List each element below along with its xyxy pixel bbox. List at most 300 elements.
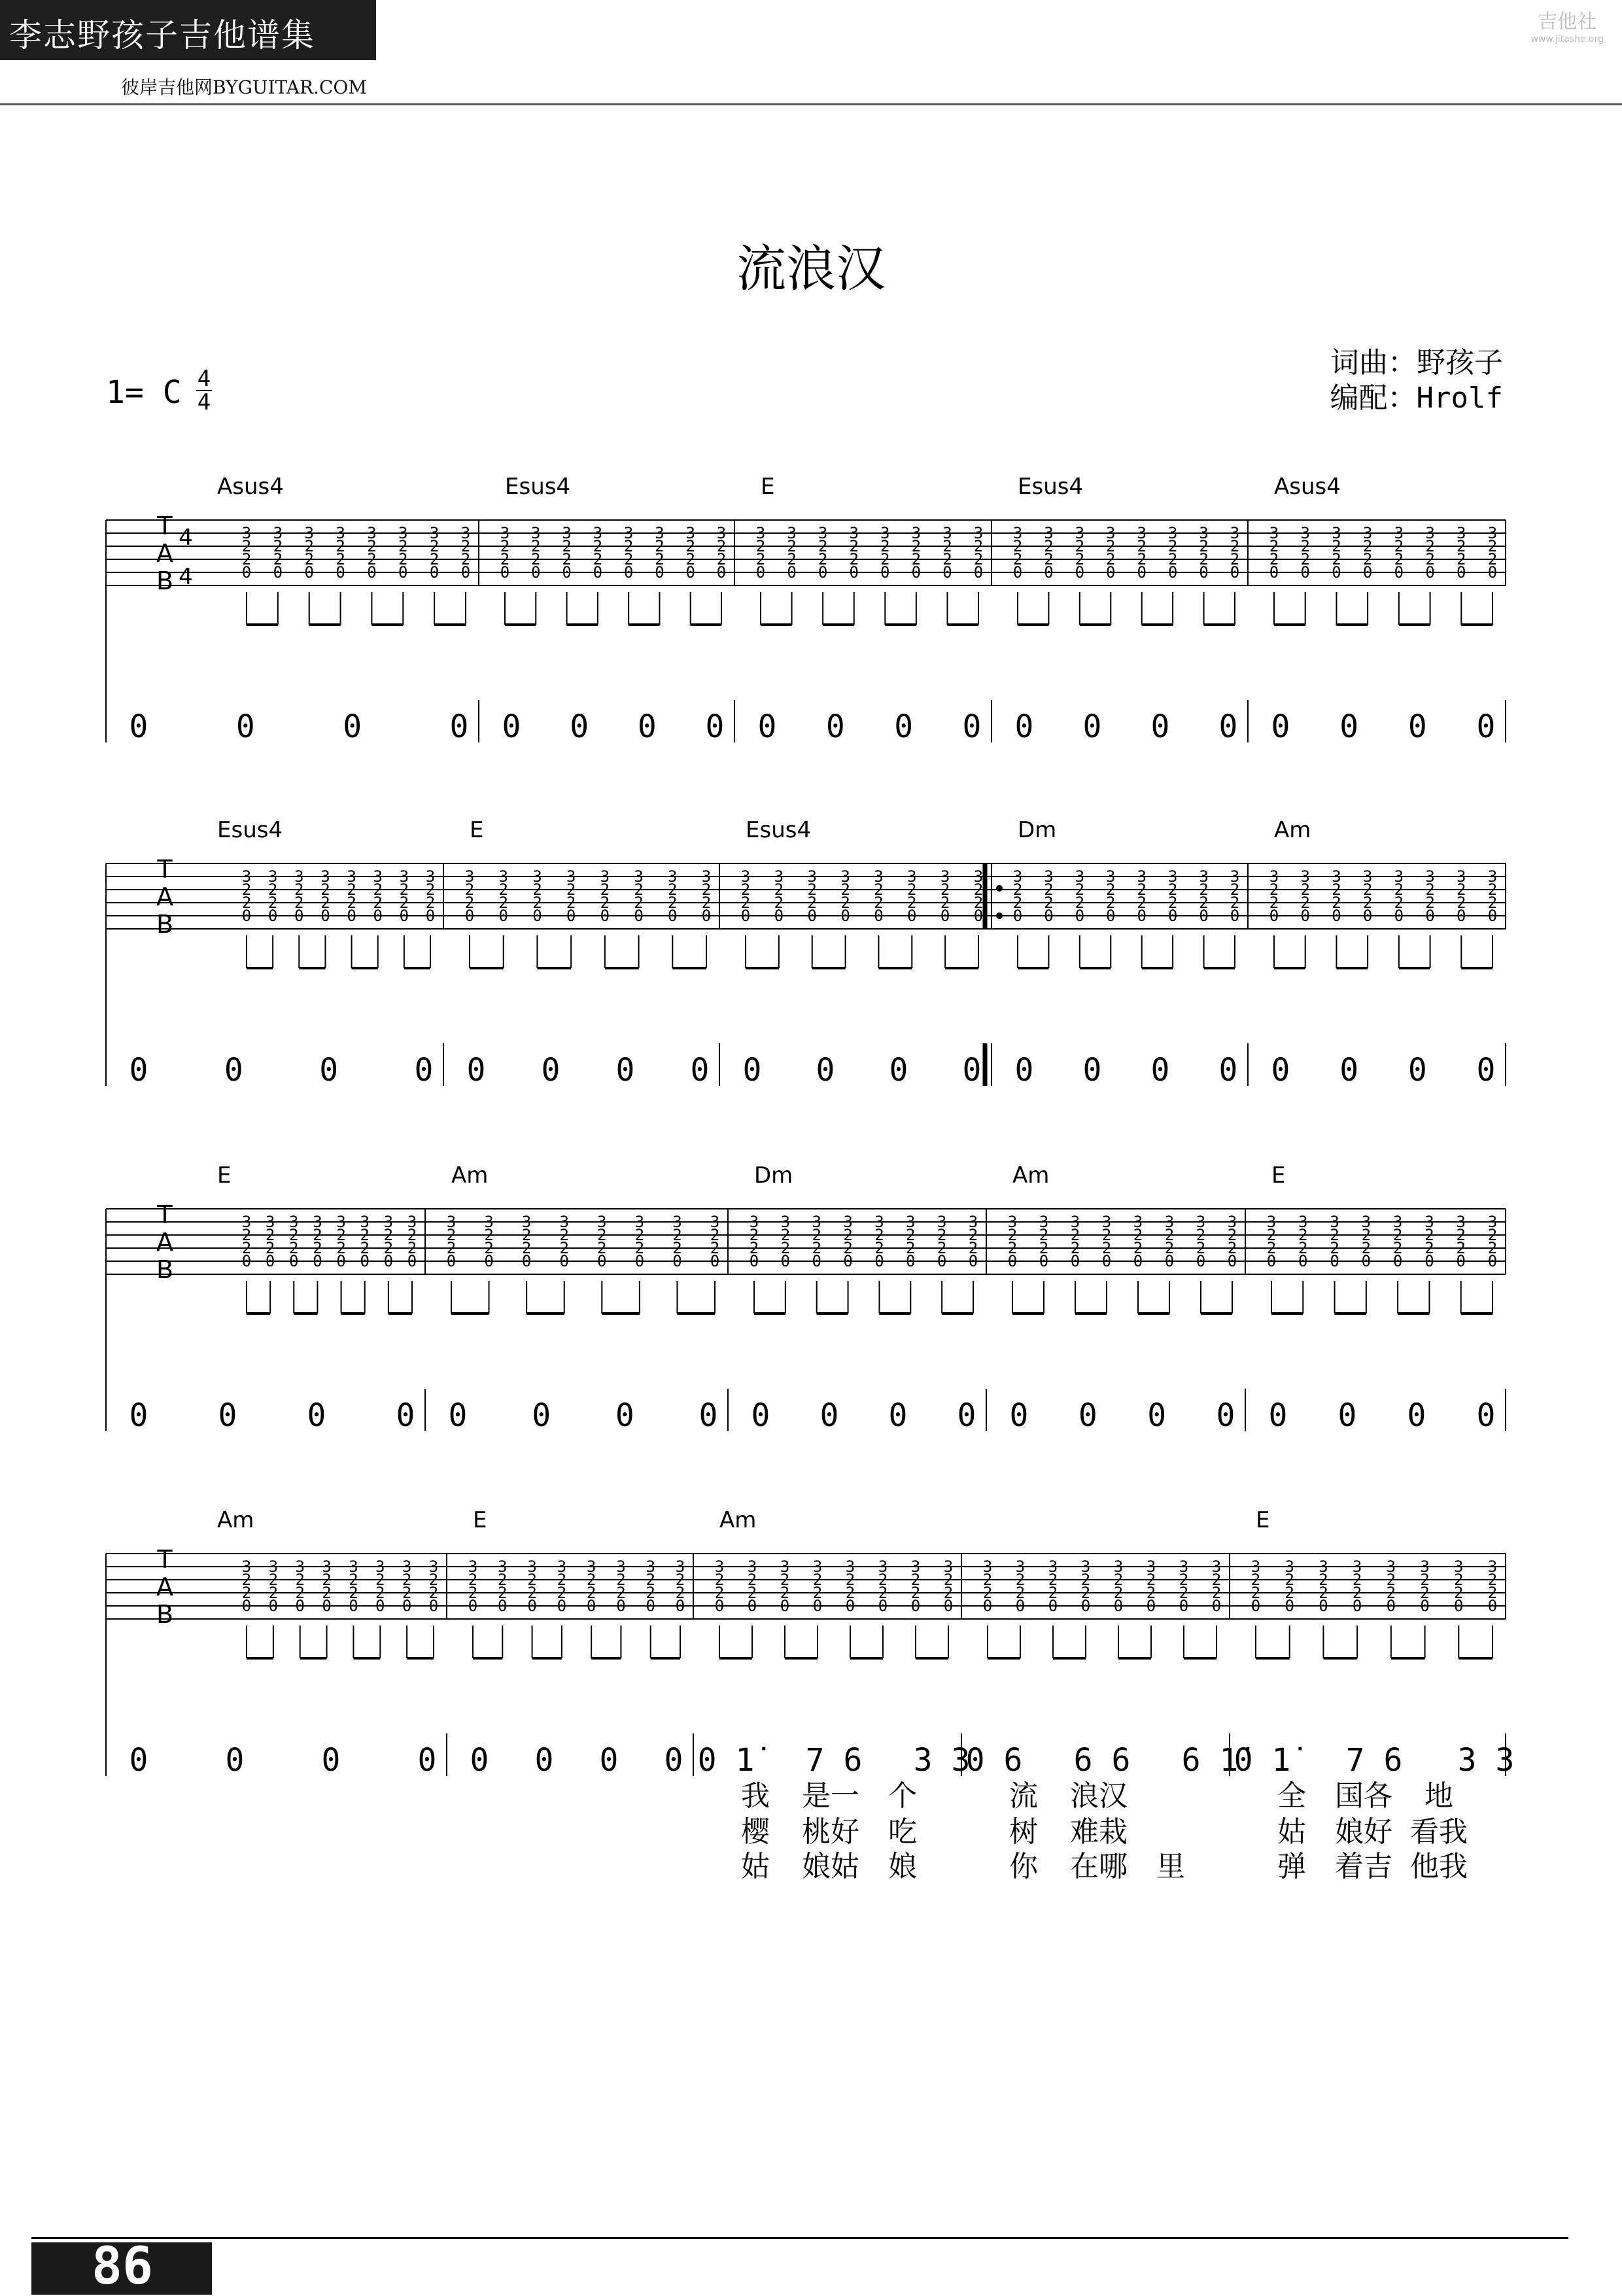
fret-number: 3 <box>1007 1213 1018 1231</box>
jianpu-note: 0 <box>1147 1397 1167 1434</box>
fret-number: 0 <box>982 1597 993 1615</box>
fret-number: 2 <box>1300 880 1310 899</box>
fret-number: 2 <box>982 1571 993 1589</box>
fret-number: 2 <box>1230 880 1240 899</box>
fret-number: 2 <box>982 1584 993 1602</box>
fret-number: 3 <box>843 1213 853 1231</box>
fret-number: 2 <box>267 880 278 899</box>
fret-number: 2 <box>1227 1226 1237 1244</box>
fret-number: 2 <box>1044 537 1054 555</box>
system-2 <box>106 817 1506 1088</box>
fret-number: 2 <box>241 1239 252 1257</box>
fret-number: 3 <box>1298 1213 1308 1231</box>
jianpu-note: 0 <box>1216 1397 1235 1434</box>
fret-number: 2 <box>1012 537 1023 555</box>
fret-number: 2 <box>880 550 890 568</box>
chord-name: Dm <box>754 1162 793 1189</box>
fret-number: 2 <box>593 550 603 568</box>
fret-number: 2 <box>1457 894 1466 912</box>
fret-number: 2 <box>818 550 828 568</box>
fret-number: 0 <box>973 563 984 582</box>
fret-number: 3 <box>1269 867 1279 886</box>
fret-number: 3 <box>787 524 797 542</box>
fret-number: 3 <box>1106 524 1116 542</box>
fret-number: 3 <box>880 524 890 542</box>
fret-number: 3 <box>1137 867 1147 886</box>
fret-number: 3 <box>911 524 922 542</box>
fret-number: 3 <box>468 1557 478 1576</box>
tab-time-bottom: 4 <box>179 564 193 590</box>
fret-number: 2 <box>1330 1226 1339 1244</box>
fret-number: 0 <box>383 1252 394 1270</box>
fret-number: 2 <box>398 550 408 568</box>
fret-number: 0 <box>1298 1252 1308 1270</box>
repeat-dot <box>996 885 1003 892</box>
fret-number: 3 <box>973 867 984 886</box>
fret-number: 3 <box>1075 524 1085 542</box>
fret-number: 0 <box>716 563 727 582</box>
fret-number: 2 <box>1269 880 1279 899</box>
fret-number: 2 <box>1394 550 1404 568</box>
fret-number: 2 <box>849 537 859 555</box>
fret-number: 2 <box>807 894 817 912</box>
fret-number: 0 <box>1146 1597 1156 1615</box>
fret-number: 3 <box>241 1557 252 1576</box>
jianpu-note: 6 1̇ <box>1181 1742 1239 1779</box>
fret-number: 2 <box>1362 537 1373 555</box>
fret-number: 2 <box>557 1571 567 1589</box>
fret-number: 3 <box>634 867 644 886</box>
fret-number: 2 <box>1420 1584 1430 1602</box>
chord-name: E <box>761 474 775 500</box>
fret-number: 2 <box>1230 537 1240 555</box>
fret-number: 0 <box>906 1252 916 1270</box>
tab-label-t: T <box>157 512 173 540</box>
fret-number: 0 <box>468 1597 478 1615</box>
jianpu-note: 0 <box>962 708 982 745</box>
fret-number: 0 <box>940 907 950 925</box>
fret-number: 2 <box>367 537 377 555</box>
fret-number: 0 <box>1113 1597 1124 1615</box>
jianpu-note: 0 <box>820 1397 839 1434</box>
fret-number: 2 <box>937 1239 947 1257</box>
fret-number: 2 <box>1487 1571 1498 1589</box>
fret-number: 2 <box>1362 894 1373 912</box>
jianpu-note: 0 <box>888 1397 908 1434</box>
tab-label-t: T <box>157 1545 173 1574</box>
fret-number: 0 <box>818 563 828 582</box>
fret-number: 2 <box>940 894 950 912</box>
lyric-word: 娘好 <box>1335 1815 1392 1849</box>
jianpu-note: 0 <box>1268 1397 1288 1434</box>
fret-number: 0 <box>399 907 409 925</box>
series-title: 李志野孩子吉他谱集 <box>9 16 315 54</box>
jianpu-note: 0 <box>1339 1052 1359 1088</box>
fret-number: 2 <box>557 1584 567 1602</box>
fret-number: 0 <box>874 1252 884 1270</box>
fret-number: 2 <box>460 550 471 568</box>
fret-number: 3 <box>446 1213 457 1231</box>
fret-number: 2 <box>701 880 712 899</box>
fret-number: 2 <box>747 1571 757 1589</box>
jianpu-note: 3 3 <box>1457 1742 1515 1779</box>
lyric-word: 树 <box>1009 1815 1038 1849</box>
fret-number: 0 <box>807 907 817 925</box>
fret-number: 3 <box>289 1213 299 1231</box>
fret-number: 0 <box>241 563 252 582</box>
fret-number: 2 <box>1487 537 1498 555</box>
chord-name: Asus4 <box>217 474 284 500</box>
fret-number: 2 <box>710 1226 720 1244</box>
fret-number: 0 <box>1487 563 1498 582</box>
fret-number: 2 <box>1251 1571 1261 1589</box>
fret-number: 2 <box>1487 1239 1498 1257</box>
jianpu-note: 0 <box>1476 1397 1496 1434</box>
jianpu-note: 0 <box>957 1397 976 1434</box>
fret-number: 3 <box>464 867 475 886</box>
fret-number: 3 <box>566 867 576 886</box>
fret-number: 0 <box>740 907 751 925</box>
fret-number: 2 <box>1196 1239 1206 1257</box>
fret-number: 2 <box>273 550 283 568</box>
fret-number: 3 <box>1285 1557 1294 1576</box>
fret-number: 3 <box>241 524 252 542</box>
fret-number: 2 <box>911 550 922 568</box>
fret-number: 2 <box>464 880 475 899</box>
fret-number: 0 <box>1106 563 1116 582</box>
jianpu-note: 0 <box>1218 708 1238 745</box>
fret-number: 2 <box>304 537 314 555</box>
fret-number: 2 <box>597 1239 607 1257</box>
chord-name: E <box>1271 1162 1286 1189</box>
fret-number: 3 <box>375 1557 385 1576</box>
fret-number: 2 <box>1080 1584 1091 1602</box>
fret-number: 0 <box>267 907 278 925</box>
fret-number: 0 <box>675 1597 685 1615</box>
fret-number: 2 <box>322 1571 332 1589</box>
lyric-word: 流 <box>1009 1779 1038 1813</box>
watermark: 吉他社 www.jitashe.org <box>1530 10 1604 44</box>
fret-number: 3 <box>672 1213 682 1231</box>
lyric-word: 桃好 <box>802 1815 859 1849</box>
fret-number: 3 <box>1070 1213 1080 1231</box>
fret-number: 2 <box>1457 880 1466 899</box>
fret-number: 0 <box>600 907 610 925</box>
fret-number: 2 <box>840 894 850 912</box>
fret-number: 2 <box>910 1584 921 1602</box>
fret-number: 2 <box>845 1584 855 1602</box>
fret-number: 2 <box>1298 1226 1308 1244</box>
fret-number: 0 <box>1487 1597 1498 1615</box>
fret-number: 2 <box>1075 880 1085 899</box>
fret-number: 3 <box>1113 1557 1124 1576</box>
fret-number: 0 <box>429 563 440 582</box>
fret-number: 2 <box>942 537 952 555</box>
fret-number: 2 <box>498 1571 508 1589</box>
fret-number: 2 <box>812 1226 821 1244</box>
fret-number: 3 <box>268 1557 279 1576</box>
fret-number: 0 <box>1199 907 1209 925</box>
fret-number: 3 <box>685 524 695 542</box>
fret-number: 3 <box>818 524 828 542</box>
fret-number: 3 <box>557 1557 567 1576</box>
fret-number: 3 <box>634 1213 645 1231</box>
fret-number: 2 <box>407 1226 417 1244</box>
fret-number: 2 <box>1352 1571 1362 1589</box>
jianpu-note: 0 <box>307 1397 326 1434</box>
fret-number: 0 <box>749 1252 759 1270</box>
fret-number: 3 <box>1137 524 1147 542</box>
fret-number: 2 <box>429 550 440 568</box>
fret-number: 2 <box>1199 880 1209 899</box>
fret-number: 3 <box>1332 867 1341 886</box>
system-3 <box>106 1162 1506 1434</box>
fret-number: 2 <box>562 537 572 555</box>
fret-number: 3 <box>1101 1213 1112 1231</box>
fret-number: 3 <box>1251 1557 1261 1576</box>
fret-number: 2 <box>1230 550 1240 568</box>
jianpu-note: 0 <box>1009 1397 1029 1434</box>
lyric-word: 娘姑 <box>802 1850 859 1883</box>
fret-number: 2 <box>1015 1584 1026 1602</box>
fret-number: 2 <box>241 1226 252 1244</box>
fret-number: 0 <box>1007 1252 1018 1270</box>
fret-number: 3 <box>907 867 917 886</box>
fret-number: 2 <box>383 1226 394 1244</box>
fret-number: 0 <box>1454 1597 1464 1615</box>
fret-number: 2 <box>675 1584 685 1602</box>
fret-number: 3 <box>429 524 440 542</box>
fret-number: 2 <box>1230 894 1240 912</box>
fret-number: 2 <box>973 894 984 912</box>
fret-number: 0 <box>634 907 644 925</box>
fret-number: 3 <box>940 867 950 886</box>
fret-number: 0 <box>849 563 859 582</box>
fret-number: 2 <box>1425 550 1435 568</box>
fret-number: 2 <box>531 550 541 568</box>
tab-label-t: T <box>157 1200 173 1229</box>
fret-number: 2 <box>716 537 727 555</box>
lyric-word: 浪汉 <box>1070 1779 1128 1813</box>
fret-number: 2 <box>1196 1226 1206 1244</box>
fret-number: 0 <box>1362 907 1373 925</box>
fret-number: 3 <box>383 1213 394 1231</box>
fret-number: 3 <box>531 524 541 542</box>
fret-number: 3 <box>1332 524 1341 542</box>
fret-number: 3 <box>747 1557 757 1576</box>
fret-number: 2 <box>375 1584 385 1602</box>
fret-number: 2 <box>1425 894 1435 912</box>
fret-number: 3 <box>1012 867 1023 886</box>
jianpu-note: 0 <box>690 1052 710 1088</box>
fret-number: 2 <box>1146 1584 1156 1602</box>
repeat-dot <box>996 913 1003 919</box>
fret-number: 2 <box>349 1584 358 1602</box>
fret-number: 0 <box>407 1252 417 1270</box>
fret-number: 2 <box>566 894 576 912</box>
fret-number: 2 <box>468 1571 478 1589</box>
fret-number: 3 <box>710 1213 720 1231</box>
fret-number: 2 <box>672 1239 682 1257</box>
fret-number: 2 <box>498 880 508 899</box>
lyric-word: 我 <box>741 1779 770 1813</box>
fret-number: 2 <box>812 1239 821 1257</box>
fret-number: 3 <box>906 1213 916 1231</box>
fret-number: 2 <box>295 1584 305 1602</box>
fret-number: 2 <box>1044 550 1054 568</box>
fret-number: 0 <box>586 1597 596 1615</box>
fret-number: 2 <box>527 1584 537 1602</box>
fret-number: 0 <box>566 907 576 925</box>
tab-label-b: B <box>156 566 174 595</box>
fret-number: 3 <box>1362 867 1373 886</box>
fret-number: 2 <box>940 880 950 899</box>
fret-number: 0 <box>1332 563 1341 582</box>
fret-number: 2 <box>655 537 664 555</box>
fret-number: 2 <box>973 550 984 568</box>
fret-number: 3 <box>714 1557 725 1576</box>
fret-number: 2 <box>597 1226 607 1244</box>
fret-number: 2 <box>600 894 610 912</box>
fret-number: 0 <box>968 1252 978 1270</box>
fret-number: 3 <box>1039 1213 1049 1231</box>
fret-number: 3 <box>1394 524 1404 542</box>
fret-number: 2 <box>1457 537 1466 555</box>
fret-number: 3 <box>982 1557 993 1576</box>
fret-number: 0 <box>402 1597 412 1615</box>
fret-number: 2 <box>1179 1571 1189 1589</box>
chord-name: Am <box>451 1162 489 1189</box>
fret-number: 3 <box>774 867 784 886</box>
fret-number: 0 <box>937 1252 947 1270</box>
fret-number: 2 <box>531 537 541 555</box>
fret-number: 2 <box>1269 550 1279 568</box>
fret-number: 2 <box>1266 1226 1277 1244</box>
fret-number: 2 <box>320 894 330 912</box>
fret-number: 3 <box>527 1557 537 1576</box>
fret-number: 3 <box>320 867 330 886</box>
fret-number: 0 <box>1269 563 1279 582</box>
lyric-word: 个 <box>888 1779 917 1813</box>
credit-lyrics: 词曲：野孩子 <box>1330 346 1503 379</box>
jianpu-note: 0 <box>705 708 725 745</box>
fret-number: 2 <box>425 880 436 899</box>
fret-number: 0 <box>1227 1252 1237 1270</box>
fret-number: 2 <box>464 894 475 912</box>
fret-number: 2 <box>336 537 345 555</box>
jianpu-note: 0 1̇ <box>697 1742 755 1779</box>
jianpu-note: 0 <box>448 1397 468 1434</box>
fret-number: 2 <box>241 1571 252 1589</box>
fret-number: 2 <box>1425 537 1435 555</box>
fret-number: 0 <box>1048 1597 1058 1615</box>
jianpu-note: 0 <box>449 708 469 745</box>
lyric-word: 看我 <box>1410 1815 1468 1849</box>
jianpu-note: 0 <box>962 1052 982 1088</box>
fret-number: 0 <box>787 563 797 582</box>
fret-number: 3 <box>849 524 859 542</box>
fret-number: 2 <box>1007 1226 1018 1244</box>
tab-label-a: A <box>156 882 173 911</box>
fret-number: 3 <box>973 524 984 542</box>
fret-number: 2 <box>1012 894 1023 912</box>
fret-number: 0 <box>484 1252 494 1270</box>
fret-number: 3 <box>968 1213 978 1231</box>
chord-name: Dm <box>1018 817 1057 843</box>
fret-number: 0 <box>1167 907 1178 925</box>
fret-number: 2 <box>714 1571 725 1589</box>
fret-number: 2 <box>880 537 890 555</box>
fret-number: 0 <box>1164 1252 1175 1270</box>
fret-number: 2 <box>347 880 356 899</box>
fret-number: 3 <box>943 1557 954 1576</box>
fret-number: 3 <box>780 1213 791 1231</box>
fret-number: 2 <box>1319 1571 1328 1589</box>
fret-number: 2 <box>559 1239 569 1257</box>
fret-number: 0 <box>1179 1597 1189 1615</box>
fret-number: 0 <box>273 563 283 582</box>
lyric-word: 姑 <box>741 1850 770 1883</box>
fret-number: 2 <box>973 537 984 555</box>
fret-number: 2 <box>559 1226 569 1244</box>
fret-number: 2 <box>685 550 695 568</box>
fret-number: 0 <box>521 1252 532 1270</box>
fret-number: 0 <box>373 907 383 925</box>
fret-number: 0 <box>655 563 664 582</box>
fret-number: 2 <box>672 1226 682 1244</box>
fret-number: 2 <box>634 894 644 912</box>
fret-number: 2 <box>600 880 610 899</box>
fret-number: 2 <box>1300 550 1310 568</box>
jianpu-note: 0 <box>1271 1052 1290 1088</box>
fret-number: 2 <box>701 894 712 912</box>
jianpu-note: 7 6 <box>1345 1742 1403 1779</box>
fret-number: 2 <box>313 1226 322 1244</box>
jianpu-note: 0 <box>1150 708 1170 745</box>
site-label: 彼岸吉他网BYGUITAR.COM <box>121 77 367 98</box>
fret-number: 0 <box>559 1252 569 1270</box>
jianpu-note: 0 1̇ <box>1234 1742 1291 1779</box>
fret-number: 0 <box>1424 1252 1434 1270</box>
jianpu-note: 0 <box>1476 708 1496 745</box>
fret-number: 0 <box>1106 907 1116 925</box>
jianpu-note: 0 <box>889 1052 908 1088</box>
fret-number: 2 <box>1211 1584 1222 1602</box>
jianpu-note: 0 <box>541 1052 561 1088</box>
jianpu-note: 0 <box>1407 708 1427 745</box>
fret-number: 2 <box>812 1571 823 1589</box>
fret-number: 2 <box>402 1571 412 1589</box>
fret-number: 0 <box>874 907 884 925</box>
lyric-word: 樱 <box>741 1815 770 1849</box>
tab-label-t: T <box>157 855 173 884</box>
fret-number: 3 <box>701 867 712 886</box>
jianpu-note: 0 <box>417 1742 437 1779</box>
fret-number: 2 <box>668 894 678 912</box>
fret-number: 2 <box>241 550 252 568</box>
fret-number: 3 <box>1048 1557 1058 1576</box>
lyric-word: 在哪 <box>1070 1850 1128 1883</box>
fret-number: 2 <box>241 880 252 899</box>
fret-number: 0 <box>1101 1252 1112 1270</box>
fret-number: 2 <box>383 1239 394 1257</box>
fret-number: 2 <box>878 1571 888 1589</box>
fret-number: 2 <box>1164 1226 1175 1244</box>
fret-number: 0 <box>1070 1252 1080 1270</box>
fret-number: 3 <box>1457 524 1466 542</box>
fret-number: 0 <box>910 1597 921 1615</box>
fret-number: 0 <box>460 563 471 582</box>
